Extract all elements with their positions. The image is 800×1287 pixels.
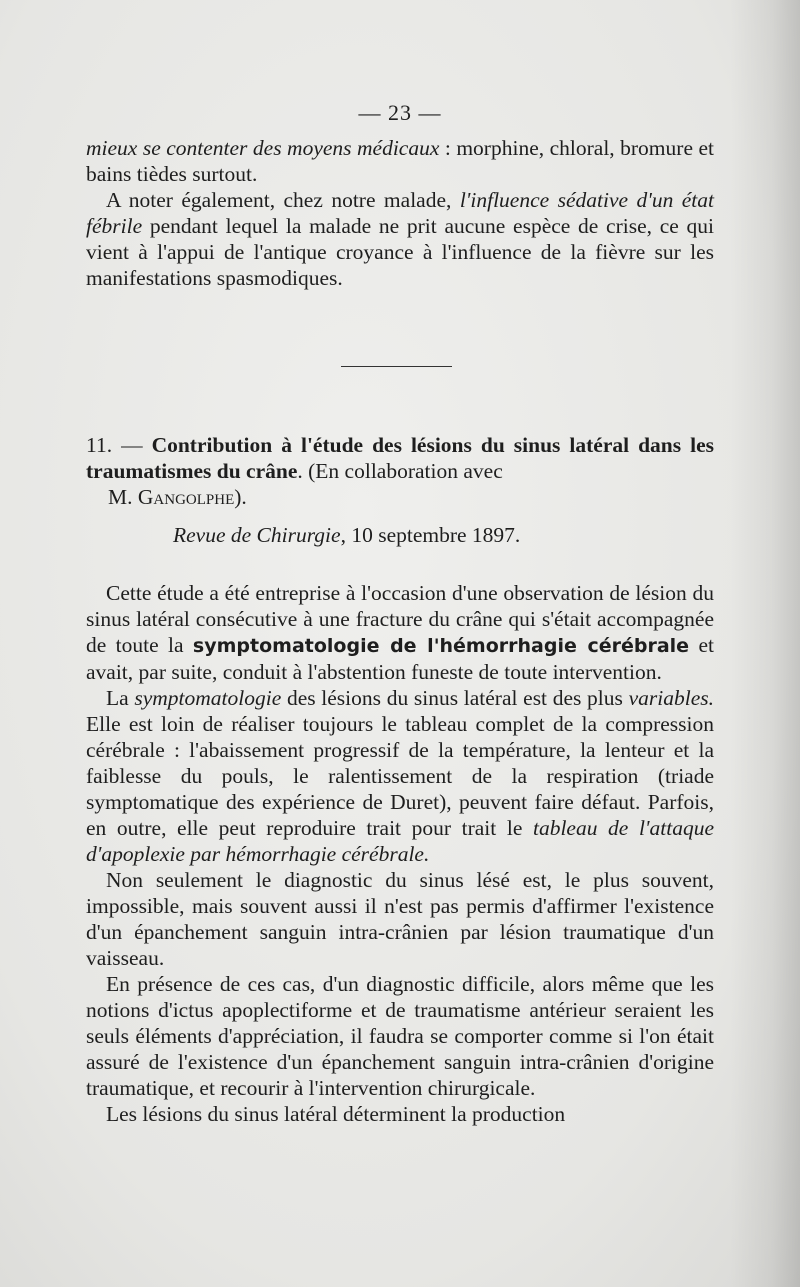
paragraph-2-rest: pendant lequel la malade ne prit aucune espèce de crise, ce qui vient à l'appui de l'antique croyance à l'influence de la fièvre sur les manifestations spasmodiques. — [86, 214, 714, 290]
entry-title: Contribution à l'étude des lésions du sinus latéral dans les traumatismes du crâne — [86, 433, 715, 483]
body-p1-rest: et avait, par suite, conduit à l'abstention funeste de toute intervention. — [86, 633, 714, 684]
body-p2-mid-2: Elle est loin de réaliser toujours le tableau complet de la compression cérébrale : l'abaissement progressif de la température, la lenteur et la faiblesse du pouls, le ralentissement de la respiration (triade symptomatique des expérience de Duret), peuvent faire défaut. Parfois, en outre, elle peut reproduire trait pour trait le — [86, 712, 714, 840]
body-paragraph-4: En présence de ces cas, d'un diagnostic difficile, alors même que les notions d'ictus apoplectiforme et de traumatisme antérieur seraient les seuls éléments d'appréciation, il faudra se comporter comme si l'on était assuré de l'existence d'un épanchement sanguin intra-crânien d'origine traumatique, et recourir à l'intervention chirurgicale. — [86, 972, 714, 1100]
entry-number: 11. — [86, 433, 113, 457]
entry-dash: — — [112, 433, 152, 457]
body-p2-mid-1: des lésions du sinus latéral est des plus — [281, 686, 629, 710]
paragraph-2 — [86, 187, 714, 291]
section-divider — [341, 366, 452, 367]
collab-suffix: ). — [234, 485, 247, 509]
paragraph-2-italic: l'influence sédative d'un état fébrile — [86, 188, 714, 238]
entry-heading — [86, 432, 714, 484]
page-number: — 23 — — [358, 100, 442, 125]
body-p1-start: Cette étude a été entreprise à l'occasion d'une observation de lésion du sinus latéral consécutive à une fracture du crâne qui s'était accompagnée de toute la — [86, 581, 714, 657]
source-date: , 10 septembre 1897. — [340, 523, 521, 547]
body-p2-italic-3: tableau de l'attaque d'apoplexie par hémorrhagie cérébrale. — [86, 816, 715, 866]
source-journal: Revue de Chirurgie — [173, 523, 341, 547]
paragraph-1-italic: mieux se contenter des moyens médicaux — [86, 136, 440, 160]
body-text-block — [86, 580, 714, 1127]
body-paragraph-1 — [86, 580, 714, 685]
page-edge-shadow — [730, 0, 800, 1287]
collab-name: Gangolphe — [137, 485, 235, 509]
entry-source — [173, 522, 520, 548]
top-text-block — [86, 135, 714, 291]
paragraph-1-text: : morphine, chloral, bromure et bains tièdes surtout. — [86, 136, 714, 186]
bibliography-entry — [86, 432, 714, 510]
body-paragraph-3: Non seulement le diagnostic du sinus lésé est, le plus souvent, impossible, mais souvent aussi il n'est pas permis d'affirmer l'existence d'un épanchement sanguin intra-crânien par lésion traumatique d'un vaisseau. — [86, 868, 714, 970]
paragraph-1 — [86, 135, 714, 187]
paragraph-2-start: A noter également, chez notre malade, — [106, 188, 460, 212]
entry-collaborator — [108, 484, 714, 510]
body-p2-italic-2: variables. — [628, 686, 714, 710]
collab-prefix: M. — [108, 485, 138, 509]
body-p1-bold: symptomatologie de l'hémorrhagie cérébrale — [192, 635, 690, 657]
body-paragraph-2 — [86, 685, 714, 867]
body-p2-start: La — [106, 686, 135, 710]
entry-title-rest: . (En collaboration avec — [297, 459, 503, 483]
body-p2-italic-1: symptomatologie — [134, 686, 282, 710]
body-paragraph-5: Les lésions du sinus latéral déterminent la production — [106, 1102, 566, 1126]
